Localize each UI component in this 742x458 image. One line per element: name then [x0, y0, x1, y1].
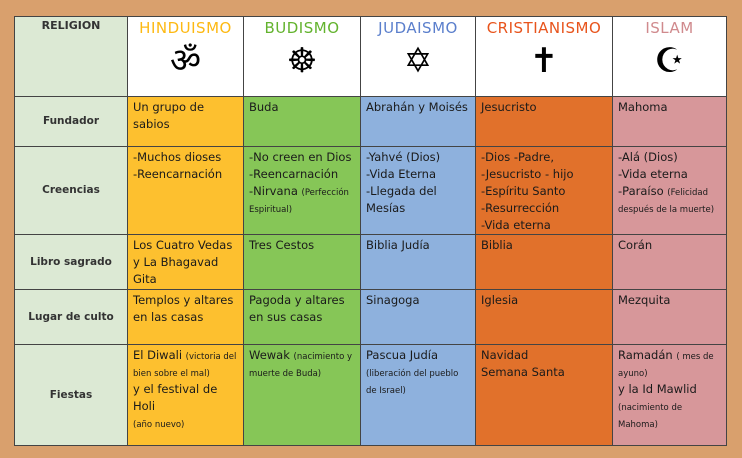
cell-text — [244, 147, 360, 217]
cell-main-text: -Reencarnación — [249, 167, 339, 181]
cell-line — [366, 149, 470, 166]
table-cell — [476, 290, 613, 345]
table-cell — [613, 345, 727, 446]
cell-note-text: (nacimiento de Mahoma) — [618, 403, 683, 430]
table-cell — [128, 290, 244, 345]
cell-text — [476, 97, 612, 116]
cell-main-text: -Dios -Padre, — [481, 150, 555, 164]
cell-line — [133, 415, 238, 432]
cell-line — [366, 364, 470, 398]
cell-main-text: Semana Santa — [481, 365, 565, 379]
table-cell — [476, 345, 613, 446]
cell-main-text: Jesucristo — [481, 100, 537, 114]
table-cell — [361, 147, 476, 235]
table-cell — [361, 235, 476, 290]
cell-line — [481, 183, 607, 200]
cell-main-text: Ramadán — [618, 348, 677, 362]
cell-text — [128, 290, 243, 326]
religion-name: HINDUISMO — [139, 19, 232, 37]
crescent-star-icon: ☪ — [654, 41, 685, 81]
cell-text — [244, 290, 360, 326]
cell-line — [618, 347, 721, 381]
cell-line — [618, 381, 721, 432]
cell-line — [618, 237, 721, 254]
cell-main-text: -Reencarnación — [133, 167, 223, 181]
row-label: Libro sagrado — [15, 235, 128, 290]
row-label: Fiestas — [15, 345, 128, 446]
star-of-david-icon: ✡ — [403, 41, 433, 81]
cell-text — [128, 147, 243, 183]
cell-main-text: Mahoma — [618, 100, 668, 114]
table-cell — [613, 97, 727, 147]
cell-line — [481, 292, 607, 309]
table-cell — [128, 97, 244, 147]
om-icon: ॐ — [169, 41, 201, 81]
cell-text — [613, 345, 726, 432]
cell-line — [481, 217, 607, 234]
header-label: RELIGION — [15, 17, 128, 97]
cell-line — [249, 237, 355, 254]
cell-line — [133, 166, 238, 183]
cell-line — [249, 292, 355, 326]
cell-line — [133, 381, 238, 415]
cell-text — [361, 97, 475, 116]
cell-line — [481, 364, 607, 381]
cell-line — [366, 183, 470, 217]
cell-text — [613, 290, 726, 309]
cell-note-text: (victoria del bien sobre el mal) — [133, 352, 237, 379]
table-cell — [361, 97, 476, 147]
cell-main-text: Tres Cestos — [249, 238, 315, 252]
table-cell — [128, 345, 244, 446]
cell-main-text: Iglesia — [481, 293, 519, 307]
cell-main-text: Un grupo de sabios — [133, 100, 205, 131]
table-cell — [476, 97, 613, 147]
dharma-wheel-icon: ☸ — [286, 41, 318, 81]
religion-header — [476, 17, 613, 97]
cell-main-text: y el festival de Holi — [133, 382, 218, 413]
cell-note-text: (Perfección Espiritual) — [249, 188, 349, 215]
cell-line — [133, 347, 238, 381]
cell-text — [128, 345, 243, 432]
religion-name: ISLAM — [645, 19, 694, 37]
cell-text — [361, 345, 475, 398]
table-row — [15, 290, 727, 345]
cell-line — [133, 292, 238, 326]
cell-main-text: Biblia — [481, 238, 513, 252]
cell-line — [366, 292, 470, 309]
cell-main-text: y la Id Mawlid — [618, 382, 697, 396]
cell-note-text: (nacimiento y muerte de Buda) — [249, 352, 353, 379]
cell-text — [613, 147, 726, 217]
table-cell — [476, 235, 613, 290]
cell-line — [249, 166, 355, 183]
cell-line — [481, 166, 607, 183]
cell-line — [249, 149, 355, 166]
cell-main-text: El Diwali — [133, 348, 186, 362]
cell-line — [618, 99, 721, 116]
cell-main-text: -Vida eterna — [481, 218, 551, 232]
cell-main-text: -Paraíso — [618, 184, 668, 198]
cell-text — [361, 235, 475, 254]
cell-line — [366, 237, 470, 254]
cell-line — [481, 347, 607, 364]
cell-main-text: Navidad — [481, 348, 529, 362]
cell-text — [476, 290, 612, 309]
cell-line — [133, 237, 238, 288]
row-label: Fundador — [15, 97, 128, 147]
cell-main-text: Pascua Judía — [366, 348, 438, 362]
cell-text — [244, 235, 360, 254]
cell-line — [366, 166, 470, 183]
cell-line — [133, 99, 238, 133]
table-row — [15, 235, 727, 290]
row-label: Lugar de culto — [15, 290, 128, 345]
cell-line — [249, 99, 355, 116]
table-cell — [613, 235, 727, 290]
cell-main-text: -Alá (Dios) — [618, 150, 678, 164]
cell-main-text: Biblia Judía — [366, 238, 430, 252]
cell-main-text: Wewak — [249, 348, 294, 362]
cell-main-text: Sinagoga — [366, 293, 420, 307]
cell-main-text: -Vida eterna — [618, 167, 688, 181]
cell-note-text: ( mes de ayuno) — [618, 352, 714, 379]
cell-main-text: -Vida Eterna — [366, 167, 436, 181]
cell-line — [249, 347, 355, 381]
religion-header — [361, 17, 476, 97]
table-cell — [613, 147, 727, 235]
cell-text — [361, 147, 475, 217]
table-cell — [244, 97, 361, 147]
religion-name: JUDAISMO — [378, 19, 458, 37]
cell-main-text: Abrahán y Moisés — [366, 100, 468, 114]
cell-main-text: -Espíritu Santo — [481, 184, 566, 198]
cell-main-text: -Llegada del Mesías — [366, 184, 437, 215]
table-cell — [613, 290, 727, 345]
table-row — [15, 97, 727, 147]
table-cell — [244, 235, 361, 290]
table-cell — [361, 290, 476, 345]
cell-line — [481, 149, 607, 166]
religion-header — [613, 17, 727, 97]
cell-line — [133, 149, 238, 166]
cell-main-text: Mezquita — [618, 293, 671, 307]
cell-text — [244, 97, 360, 116]
table-cell — [128, 235, 244, 290]
cell-text — [128, 235, 243, 288]
table-row — [15, 147, 727, 235]
cell-text — [476, 235, 612, 254]
cell-line — [618, 166, 721, 183]
cell-line — [481, 99, 607, 116]
cell-main-text: Buda — [249, 100, 279, 114]
cell-line — [366, 99, 470, 116]
cell-line — [366, 347, 470, 364]
table-cell — [361, 345, 476, 446]
religion-header — [128, 17, 244, 97]
religion-name: BUDISMO — [264, 19, 340, 37]
cell-line — [249, 183, 355, 217]
cell-line — [618, 149, 721, 166]
cell-text — [361, 290, 475, 309]
cell-note-text: (Felicidad después de la muerte) — [618, 188, 715, 215]
religions-table — [14, 16, 727, 446]
cell-note-text: (liberación del pueblo de Israel) — [366, 369, 459, 396]
cell-main-text: Corán — [618, 238, 653, 252]
cell-main-text: -Jesucristo - hijo — [481, 167, 574, 181]
cell-text — [476, 345, 612, 381]
cell-line — [618, 183, 721, 217]
cell-line — [481, 200, 607, 217]
cell-text — [476, 147, 612, 234]
religion-name: CRISTIANISMO — [486, 19, 602, 37]
cell-text — [244, 345, 360, 381]
table-cell — [244, 147, 361, 235]
table-cell — [244, 345, 361, 446]
cell-main-text: -Muchos dioses — [133, 150, 222, 164]
cell-main-text: -Yahvé (Dios) — [366, 150, 441, 164]
table-cell — [128, 147, 244, 235]
cell-text — [128, 97, 243, 133]
table-cell — [244, 290, 361, 345]
cross-icon: ✝ — [529, 41, 559, 81]
cell-main-text: Los Cuatro Vedas y La Bhagavad Gita — [133, 238, 233, 286]
table-header-row — [15, 17, 727, 97]
table-row — [15, 345, 727, 446]
cell-main-text: -Resurrección — [481, 201, 560, 215]
cell-note-text: (año nuevo) — [133, 420, 185, 430]
cell-main-text: -No creen en Dios — [249, 150, 352, 164]
religion-header — [244, 17, 361, 97]
cell-text — [613, 97, 726, 116]
cell-main-text: -Nirvana — [249, 184, 302, 198]
row-label: Creencias — [15, 147, 128, 235]
cell-main-text: Templos y altares en las casas — [133, 293, 234, 324]
cell-text — [613, 235, 726, 254]
cell-line — [618, 292, 721, 309]
table-cell — [476, 147, 613, 235]
cell-line — [481, 237, 607, 254]
cell-main-text: Pagoda y altares en sus casas — [249, 293, 345, 324]
